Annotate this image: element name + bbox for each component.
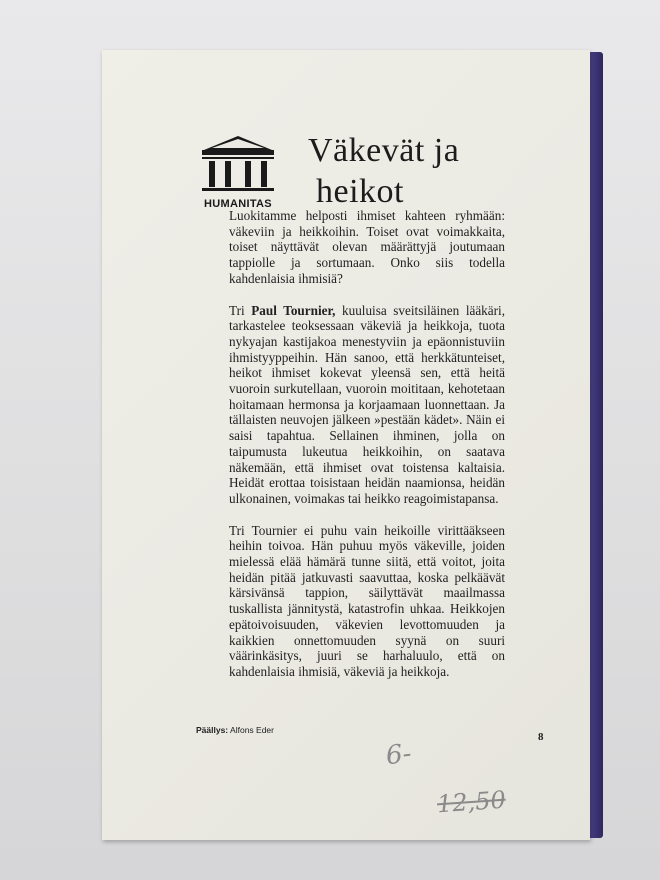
credit-name: Alfons Eder [230,725,274,735]
credit-label: Päällys: [196,725,229,735]
paragraph-2-prefix: Tri [229,302,252,318]
title-line-1: Väkevät ja [308,132,460,169]
handwritten-note-1: 6- [384,738,413,772]
blurb-text [229,208,505,696]
cover-credit [196,725,274,735]
handwritten-price: 12,50 [436,785,507,819]
book-back-cover [102,50,590,840]
author-name: Paul Tournier, [251,302,336,318]
humanitas-logo [198,132,278,216]
blurb-paragraph-1: Luokitamme helposti ihmiset kahteen ryhmään: väkeviin ja heikkoihin. Toiset ovat voimakkaita, toiset näyttävät olevan määrättyjä joutumaan tappiolle ja sortumaan. Onko siis todella kahdenlaisia ihmisiä? [229,208,505,286]
temple-icon [198,132,278,196]
blurb-paragraph-3: Tri Tournier ei puhu vain heikoille virittääkseen heihin toivoa. Hän puhuu myös väkeville, joiden mielessä elää hämärä tunne siitä, että voitot, joita heidän pitää jatkuvasti saavuttaa, koska pelkäävät kärsivänsä tappion, säilyttävät maailmassa tuskallista jännitystä, katastrofin uhkaa. Heikkojen epätoivoisuuden, väkevien levottomuuden ja kaikkien onnettomuuden syynä on suuri väärinkäsitys, juuri se harhaluulo, että on kahdenlaisia ihmisiä, väkeviä ja heikkoja. [229,522,505,679]
logo-wordmark: HUMANITAS [204,198,272,210]
title-line-2: heikot [316,173,404,210]
paragraph-2-rest: kuuluisa sveitsiläinen lääkäri, tarkastelee teoksessaan väkeviä ja heikkoja, tuota nykyajan kastijakoa menestyviin ja epäonnistuviin ihmistyyppeihin. Hän sanoo, että herkkätunteiset, heikot ihmiset kokevat yleensä sen, että heitä vuoroin surkutellaan, vuoroin moititaan, kehotetaan hoitamaan hermonsa ja korjaamaan luonnettaan. Ja tällaisten neuvojen jälkeen »pestään kädet». Näin ei saisi tapahtua. Sellainen ihminen, jolla on taipumusta lukeutua heikkoihin, on saatava näkemään, että ihmiset ovat toistensa kaltaisia. Heidät erottaa toisistaan heidän naamionsa, heidän ulkonainen, voimakas tai heikko reagoimistapansa. [229,302,505,506]
blurb-paragraph-2 [229,303,505,507]
page-number: 8 [538,731,544,743]
book-title [308,130,608,212]
